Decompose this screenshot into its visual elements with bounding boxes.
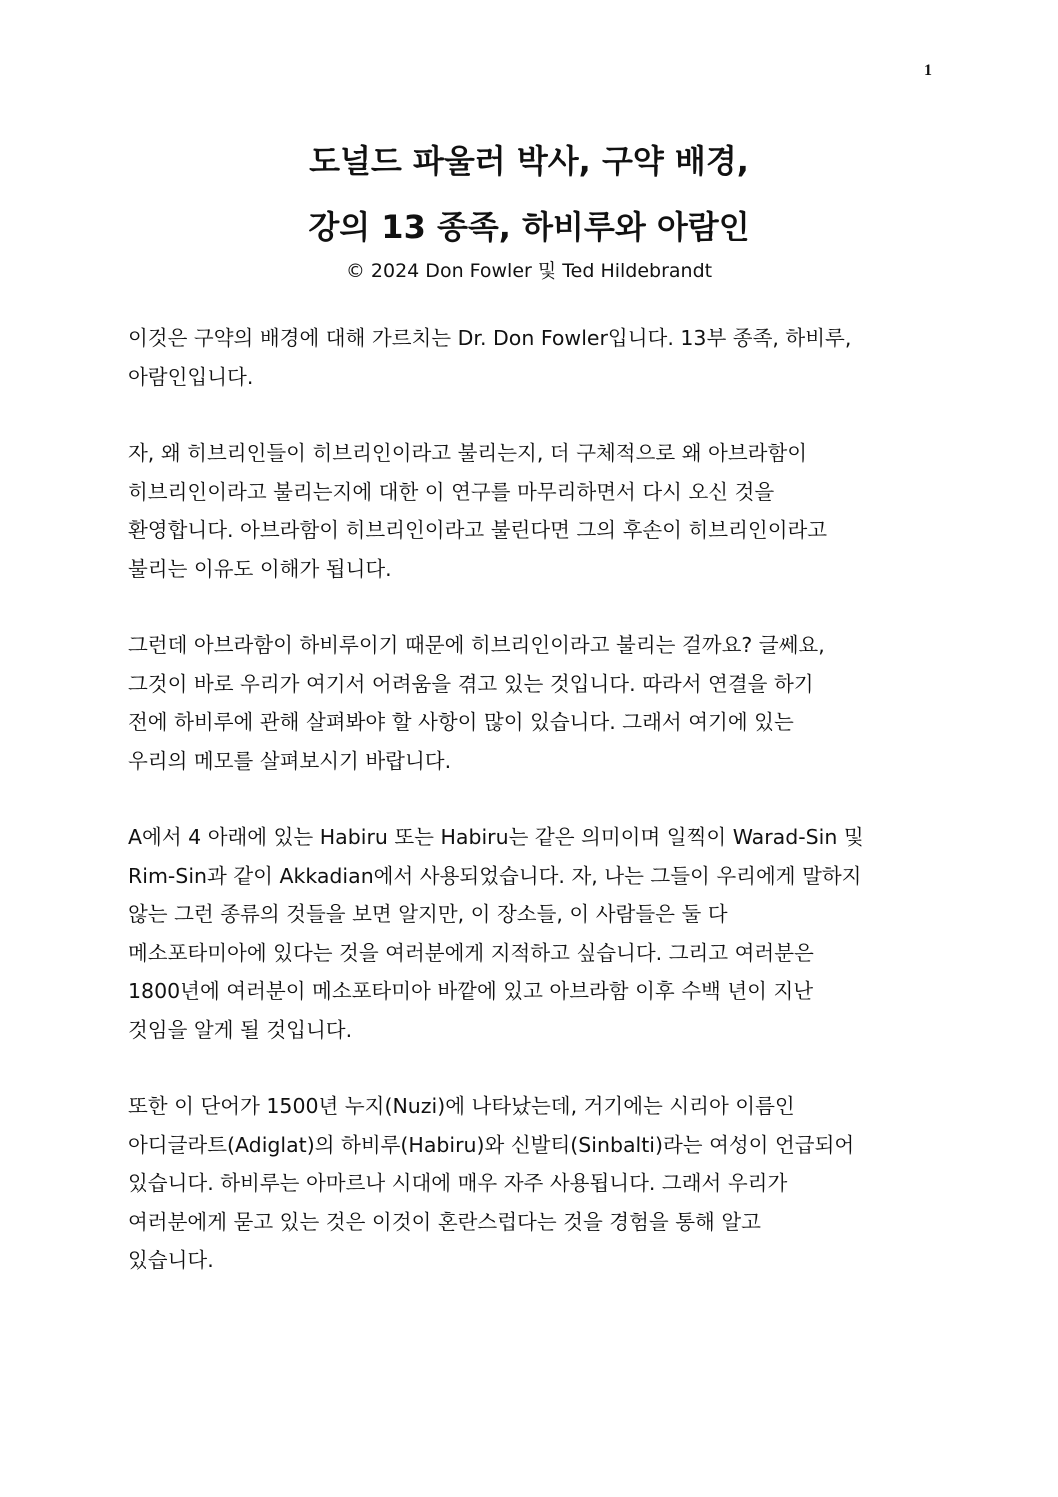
- document-title: [0, 128, 1058, 260]
- paragraph-4: [128, 818, 938, 1049]
- document-body: [128, 319, 938, 1318]
- paragraph-line: 아디글라트(Adiglat)의 하비루(Habiru)와 신발티(Sinbalti)라는 여성이 언급되어: [128, 1132, 855, 1157]
- paragraph-line: 환영합니다. 아브라함이 히브리인이라고 불린다면 그의 후손이 히브리인이라고: [128, 518, 828, 542]
- paragraph-3: [128, 626, 938, 780]
- paragraph-5: [128, 1087, 938, 1280]
- paragraph-line: 전에 하비루에 관해 살펴봐야 할 사항이 많이 있습니다. 그래서 여기에 있는: [128, 710, 794, 734]
- paragraph-line: 그것이 바로 우리가 여기서 어려움을 겪고 있는 것입니다. 따라서 연결을 하기: [128, 671, 814, 696]
- paragraph-line: 않는 그런 종류의 것들을 보면 알지만, 이 장소들, 이 사람들은 둘 다: [128, 902, 728, 926]
- title-line-1: 도널드 파울러 박사, 구약 배경,: [309, 142, 749, 180]
- paragraph-line: 것임을 알게 될 것입니다.: [128, 1017, 353, 1042]
- paragraph-line: 불리는 이유도 이해가 됩니다.: [128, 556, 392, 581]
- paragraph-line: 1800년에 여러분이 메소포타미아 바깥에 있고 아브라함 이후 수백 년이 지난: [128, 979, 814, 1003]
- paragraph-line: 아람인입니다.: [128, 364, 254, 389]
- paragraph-line: 이것은 구약의 배경에 대해 가르치는 Dr. Don Fowler입니다. 13부 종족, 하비루,: [128, 326, 852, 350]
- paragraph-line: 있습니다.: [128, 1248, 214, 1272]
- paragraph-1: [128, 319, 938, 396]
- copyright-notice: © 2024 Don Fowler 및 Ted Hildebrandt: [345, 260, 713, 282]
- paragraph-2: [128, 434, 938, 588]
- paragraph-line: 메소포타미아에 있다는 것을 여러분에게 지적하고 싶습니다. 그리고 여러분은: [128, 940, 814, 965]
- paragraph-line: 그런데 아브라함이 하비루이기 때문에 히브리인이라고 불리는 걸까요? 글쎄요,: [128, 633, 825, 657]
- paragraph-line: 자, 왜 히브리인들이 히브리인이라고 불리는지, 더 구체적으로 왜 아브라함이: [128, 441, 808, 465]
- paragraph-line: 또한 이 단어가 1500년 누지(Nuzi)에 나타났는데, 거기에는 시리아 이름인: [128, 1094, 795, 1118]
- paragraph-line: 우리의 메모를 살펴보시기 바랍니다.: [128, 748, 452, 773]
- title-line-2: 강의 13 종족, 하비루와 아람인: [308, 208, 750, 246]
- paragraph-line: Rim-Sin과 같이 Akkadian에서 사용되었습니다. 자, 나는 그들이 우리에게 말하지: [128, 863, 862, 888]
- paragraph-line: 히브리인이라고 불리는지에 대한 이 연구를 마무리하면서 다시 오신 것을: [128, 479, 775, 504]
- paragraph-line: A에서 4 아래에 있는 Habiru 또는 Habiru는 같은 의미이며 일찍이 Warad-Sin 및: [128, 825, 864, 849]
- paragraph-line: 있습니다. 하비루는 아마르나 시대에 매우 자주 사용됩니다. 그래서 우리가: [128, 1171, 788, 1195]
- page-number: 1: [924, 62, 932, 79]
- paragraph-line: 여러분에게 묻고 있는 것은 이것이 혼란스럽다는 것을 경험을 통해 알고: [128, 1209, 761, 1234]
